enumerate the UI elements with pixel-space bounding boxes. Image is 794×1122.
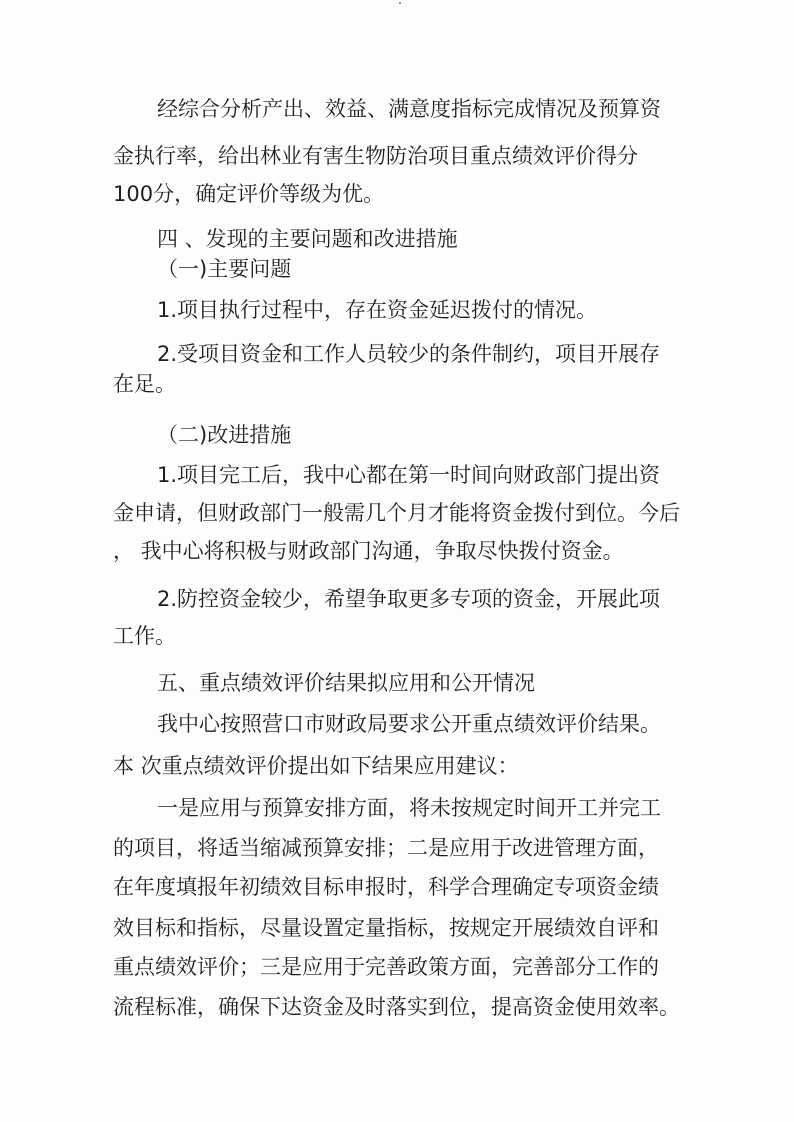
- measure-item-1-line-3: ， 我中心将积极与财政部门沟通，争取尽快拨付资金。: [113, 539, 624, 563]
- measure-item-2-line-1: 2.防控资金较少，希望争取更多专项的资金，开展此项: [157, 587, 661, 611]
- suggestion-line-1: 一是应用与预算安排方面，将未按规定时间开工并完工: [157, 796, 661, 820]
- section-heading-4: 四 、发现的主要问题和改进措施: [157, 227, 458, 251]
- problem-item-2-line-1: 2.受项目资金和工作人员较少的条件制约，项目开展存: [157, 342, 661, 366]
- suggestion-line-3: 在年度填报年初绩效目标申报时，科学合理确定专项资金绩: [113, 875, 659, 899]
- subheading-improvement-measures: （二)改进措施: [157, 423, 292, 447]
- problem-item-1: 1.项目执行过程中，存在资金延迟拨付的情况。: [157, 298, 598, 322]
- suggestion-line-5: 重点绩效评价；三是应用于完善政策方面，完善部分工作的: [113, 955, 659, 979]
- measure-item-1-line-2: 金申请，但财政部门一般需几个月才能将资金拨付到位。今后: [113, 501, 680, 525]
- paragraph-line-3: 100分，确定评价等级为优。: [113, 182, 385, 206]
- suggestion-line-2: 的项目，将适当缩减预算安排；二是应用于改进管理方面，: [113, 836, 659, 860]
- subheading-main-problems: （一)主要问题: [157, 257, 292, 281]
- suggestion-line-4: 效目标和指标，尽量设置定量指标，按规定开展绩效自评和: [113, 916, 659, 940]
- problem-item-2-line-2: 在足。: [113, 372, 176, 396]
- scan-mark: [399, 2, 401, 4]
- paragraph-disclosure-line-1: 我中心按照营口市财政局要求公开重点绩效评价结果。: [157, 712, 661, 736]
- section-heading-5: 五、重点绩效评价结果拟应用和公开情况: [157, 671, 535, 695]
- measure-item-1-line-1: 1.项目完工后，我中心都在第一时间向财政部门提出资: [157, 463, 661, 487]
- paragraph-line-2: 金执行率，给出林业有害生物防治项目重点绩效评价得分: [113, 144, 638, 168]
- suggestion-line-6: 流程标准，确保下达资金及时落实到位，提高资金使用效率。: [113, 995, 680, 1019]
- measure-item-2-line-2: 工作。: [113, 624, 176, 648]
- paragraph-disclosure-line-2: 本 次重点绩效评价提出如下结果应用建议：: [113, 754, 519, 778]
- paragraph-line-1: 经综合分析产出、效益、满意度指标完成情况及预算资: [157, 97, 661, 121]
